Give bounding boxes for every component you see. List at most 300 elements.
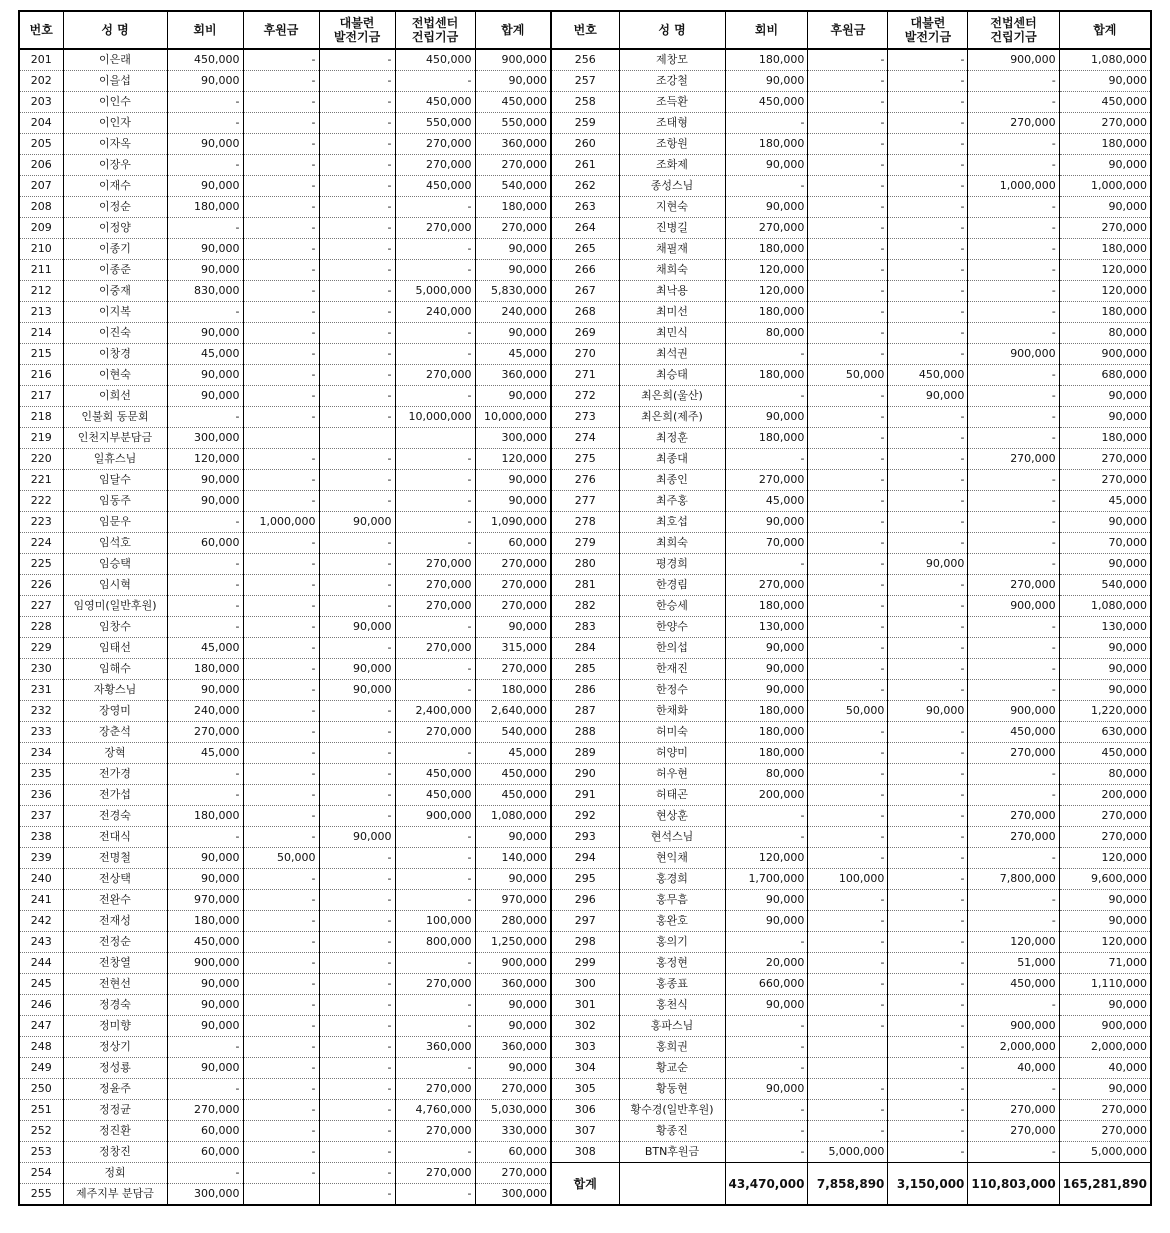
cell-total: 360,000 xyxy=(475,365,551,386)
cell-donation: - xyxy=(808,638,888,659)
cell-center-fund: - xyxy=(968,911,1059,932)
total-label: 합계 xyxy=(551,1163,619,1206)
cell-center-fund: 270,000 xyxy=(968,575,1059,596)
cell-total: 90,000 xyxy=(475,1016,551,1037)
cell-name: 이종기 xyxy=(63,239,167,260)
cell-name: 조강철 xyxy=(619,71,725,92)
cell-number: 279 xyxy=(551,533,619,554)
cell-number: 281 xyxy=(551,575,619,596)
cell-dues: 45,000 xyxy=(167,344,243,365)
table-row xyxy=(19,323,1151,344)
cell-center-fund: 450,000 xyxy=(968,722,1059,743)
cell-total: 90,000 xyxy=(1059,554,1151,575)
cell-donation: - xyxy=(808,449,888,470)
cell-center-fund: - xyxy=(968,134,1059,155)
cell-name: 허태곤 xyxy=(619,785,725,806)
cell-donation: - xyxy=(808,680,888,701)
cell-donation: - xyxy=(808,533,888,554)
cell-total: 2,640,000 xyxy=(475,701,551,722)
cell-dues: 660,000 xyxy=(725,974,808,995)
cell-number: 264 xyxy=(551,218,619,239)
cell-donation: - xyxy=(808,1079,888,1100)
cell-dev-fund: - xyxy=(888,743,968,764)
table-row xyxy=(19,92,1151,113)
cell-total: 130,000 xyxy=(1059,617,1151,638)
table-row xyxy=(19,911,1151,932)
cell-donation: - xyxy=(243,323,319,344)
cell-number: 222 xyxy=(19,491,63,512)
cell-donation: - xyxy=(808,512,888,533)
cell-dues: 45,000 xyxy=(167,638,243,659)
cell-name: 황수경(일반후원) xyxy=(619,1100,725,1121)
cell-number: 267 xyxy=(551,281,619,302)
cell-center-fund: - xyxy=(395,1058,475,1079)
cell-donation: - xyxy=(243,911,319,932)
cell-center-fund: 5,000,000 xyxy=(395,281,475,302)
cell-total: 5,030,000 xyxy=(475,1100,551,1121)
cell-number: 266 xyxy=(551,260,619,281)
cell-dev-fund: - xyxy=(319,491,395,512)
table-row xyxy=(19,596,1151,617)
cell-number: 301 xyxy=(551,995,619,1016)
cell-dev-fund: - xyxy=(319,449,395,470)
cell-donation: - xyxy=(243,764,319,785)
cell-donation: - xyxy=(808,281,888,302)
cell-total: 90,000 xyxy=(1059,659,1151,680)
cell-number: 302 xyxy=(551,1016,619,1037)
cell-dev-fund: - xyxy=(319,1163,395,1184)
cell-name: 최낙용 xyxy=(619,281,725,302)
cell-center-fund: 40,000 xyxy=(968,1058,1059,1079)
cell-dev-fund: - xyxy=(888,302,968,323)
cell-donation: - xyxy=(243,449,319,470)
cell-center-fund: - xyxy=(968,155,1059,176)
table-row xyxy=(19,869,1151,890)
cell-name: 임태선 xyxy=(63,638,167,659)
cell-dev-fund: - xyxy=(319,1121,395,1142)
cell-dev-fund: - xyxy=(319,218,395,239)
cell-center-fund: 10,000,000 xyxy=(395,407,475,428)
table-row xyxy=(19,302,1151,323)
cell-number: 268 xyxy=(551,302,619,323)
cell-dev-fund: 90,000 xyxy=(319,680,395,701)
cell-center-fund: 7,800,000 xyxy=(968,869,1059,890)
cell-dev-fund: - xyxy=(888,1037,968,1058)
cell-dues: 120,000 xyxy=(167,449,243,470)
table-row xyxy=(19,1079,1151,1100)
cell-total: 120,000 xyxy=(1059,260,1151,281)
cell-number: 245 xyxy=(19,974,63,995)
cell-donation: - xyxy=(243,701,319,722)
table-row xyxy=(19,1121,1151,1142)
cell-dues: 1,700,000 xyxy=(725,869,808,890)
cell-number: 235 xyxy=(19,764,63,785)
cell-donation: - xyxy=(808,806,888,827)
cell-name: BTN후원금 xyxy=(619,1142,725,1163)
cell-dev-fund: - xyxy=(319,113,395,134)
cell-total: 200,000 xyxy=(1059,785,1151,806)
cell-dev-fund: - xyxy=(888,869,968,890)
cell-total: 90,000 xyxy=(475,827,551,848)
table-row xyxy=(19,617,1151,638)
cell-center-fund: - xyxy=(968,890,1059,911)
cell-center-fund: 270,000 xyxy=(395,1079,475,1100)
cell-center-fund: - xyxy=(968,1142,1059,1163)
cell-dues: - xyxy=(725,1100,808,1121)
cell-total: 450,000 xyxy=(475,764,551,785)
cell-dev-fund: 450,000 xyxy=(888,365,968,386)
cell-center-fund: 270,000 xyxy=(968,1121,1059,1142)
cell-name: 정회 xyxy=(63,1163,167,1184)
cell-name: 최은희(제주) xyxy=(619,407,725,428)
table-row xyxy=(19,71,1151,92)
cell-donation: - xyxy=(808,1100,888,1121)
cell-name: 종성스님 xyxy=(619,176,725,197)
cell-donation: - xyxy=(243,554,319,575)
cell-total: 90,000 xyxy=(475,491,551,512)
cell-donation: - xyxy=(808,71,888,92)
cell-dues: 45,000 xyxy=(725,491,808,512)
cell-donation: - xyxy=(243,680,319,701)
cell-name: 이종준 xyxy=(63,260,167,281)
total-value: 7,858,890 xyxy=(808,1163,888,1206)
cell-name: 전재성 xyxy=(63,911,167,932)
cell-number: 246 xyxy=(19,995,63,1016)
cell-total: 90,000 xyxy=(1059,197,1151,218)
cell-center-fund: - xyxy=(968,71,1059,92)
cell-number: 218 xyxy=(19,407,63,428)
table-row xyxy=(19,386,1151,407)
cell-center-fund: - xyxy=(395,512,475,533)
cell-dev-fund: - xyxy=(319,995,395,1016)
cell-center-fund: 270,000 xyxy=(968,806,1059,827)
cell-dues: 180,000 xyxy=(725,302,808,323)
cell-dev-fund: - xyxy=(888,806,968,827)
cell-total: 90,000 xyxy=(1059,1079,1151,1100)
cell-dev-fund: - xyxy=(319,743,395,764)
cell-donation: - xyxy=(808,995,888,1016)
cell-donation: - xyxy=(243,1079,319,1100)
cell-donation: - xyxy=(243,995,319,1016)
cell-dues: 90,000 xyxy=(167,71,243,92)
cell-dev-fund: - xyxy=(888,911,968,932)
cell-center-fund: - xyxy=(968,785,1059,806)
cell-donation: - xyxy=(243,197,319,218)
cell-number: 300 xyxy=(551,974,619,995)
cell-dues: 270,000 xyxy=(725,470,808,491)
cell-dues: 970,000 xyxy=(167,890,243,911)
cell-donation: - xyxy=(243,344,319,365)
cell-number: 216 xyxy=(19,365,63,386)
cell-name: 임승택 xyxy=(63,554,167,575)
cell-number: 299 xyxy=(551,953,619,974)
cell-dev-fund: - xyxy=(888,92,968,113)
cell-name: 홍종표 xyxy=(619,974,725,995)
cell-name: 최호섭 xyxy=(619,512,725,533)
cell-name: 최종대 xyxy=(619,449,725,470)
cell-donation: - xyxy=(808,134,888,155)
cell-dues: - xyxy=(725,449,808,470)
cell-total: 90,000 xyxy=(1059,680,1151,701)
cell-donation: - xyxy=(808,974,888,995)
cell-dev-fund: - xyxy=(319,344,395,365)
cell-dues: 180,000 xyxy=(725,239,808,260)
cell-number: 263 xyxy=(551,197,619,218)
table-row xyxy=(19,344,1151,365)
cell-dues: 60,000 xyxy=(167,1121,243,1142)
cell-total: 40,000 xyxy=(1059,1058,1151,1079)
cell-name: 최승태 xyxy=(619,365,725,386)
cell-dues: 270,000 xyxy=(725,218,808,239)
cell-dues: 180,000 xyxy=(725,365,808,386)
cell-total: 270,000 xyxy=(475,155,551,176)
cell-total: 90,000 xyxy=(1059,155,1151,176)
cell-center-fund: - xyxy=(395,995,475,1016)
cell-number: 295 xyxy=(551,869,619,890)
cell-center-fund: 270,000 xyxy=(395,1163,475,1184)
cell-name: 현상훈 xyxy=(619,806,725,827)
cell-number: 205 xyxy=(19,134,63,155)
cell-dues: 90,000 xyxy=(725,659,808,680)
cell-dues: 450,000 xyxy=(167,932,243,953)
cell-dev-fund: - xyxy=(319,806,395,827)
cell-dues: - xyxy=(725,554,808,575)
cell-dev-fund: - xyxy=(888,1079,968,1100)
cell-name: 허양미 xyxy=(619,743,725,764)
cell-total: 450,000 xyxy=(1059,92,1151,113)
cell-donation: - xyxy=(808,386,888,407)
cell-name: 정윤주 xyxy=(63,1079,167,1100)
cell-dues: 180,000 xyxy=(167,911,243,932)
cell-dev-fund: - xyxy=(888,1121,968,1142)
cell-total: 1,080,000 xyxy=(475,806,551,827)
cell-donation: 5,000,000 xyxy=(808,1142,888,1163)
cell-dev-fund: - xyxy=(888,49,968,71)
cell-total: 270,000 xyxy=(475,218,551,239)
cell-center-fund: 900,000 xyxy=(968,344,1059,365)
cell-number: 228 xyxy=(19,617,63,638)
cell-number: 206 xyxy=(19,155,63,176)
cell-dev-fund: - xyxy=(888,848,968,869)
cell-center-fund: 270,000 xyxy=(395,575,475,596)
cell-dev-fund: - xyxy=(319,722,395,743)
cell-name: 홍무흠 xyxy=(619,890,725,911)
cell-dev-fund: - xyxy=(319,134,395,155)
cell-dues: 90,000 xyxy=(167,1058,243,1079)
cell-donation: - xyxy=(808,827,888,848)
cell-number: 260 xyxy=(551,134,619,155)
cell-center-fund: - xyxy=(395,1142,475,1163)
table-row xyxy=(19,932,1151,953)
cell-total: 1,080,000 xyxy=(1059,49,1151,71)
cell-dev-fund xyxy=(319,428,395,449)
cell-donation: - xyxy=(808,722,888,743)
cell-number: 253 xyxy=(19,1142,63,1163)
cell-center-fund: - xyxy=(395,71,475,92)
cell-donation: - xyxy=(243,71,319,92)
cell-donation: - xyxy=(243,827,319,848)
cell-center-fund: - xyxy=(395,890,475,911)
cell-name: 최은희(울산) xyxy=(619,386,725,407)
cell-number: 244 xyxy=(19,953,63,974)
cell-donation: - xyxy=(808,239,888,260)
header-center-fund: 전법센터 건립기금 xyxy=(395,11,475,49)
ledger xyxy=(18,10,1152,1206)
cell-dev-fund: - xyxy=(319,890,395,911)
cell-donation: - xyxy=(808,596,888,617)
cell-center-fund: 450,000 xyxy=(968,974,1059,995)
cell-number: 250 xyxy=(19,1079,63,1100)
cell-donation: - xyxy=(243,260,319,281)
cell-center-fund: - xyxy=(968,533,1059,554)
cell-dues: - xyxy=(725,932,808,953)
cell-dues: 830,000 xyxy=(167,281,243,302)
cell-total: 360,000 xyxy=(475,1037,551,1058)
cell-dues: 90,000 xyxy=(725,71,808,92)
cell-dues: - xyxy=(725,113,808,134)
cell-dues: 70,000 xyxy=(725,533,808,554)
cell-total: 180,000 xyxy=(1059,302,1151,323)
cell-center-fund: 120,000 xyxy=(968,932,1059,953)
cell-dues: 90,000 xyxy=(725,890,808,911)
cell-donation: - xyxy=(808,218,888,239)
cell-total: 900,000 xyxy=(475,49,551,71)
cell-dues: 90,000 xyxy=(725,1079,808,1100)
cell-number: 259 xyxy=(551,113,619,134)
cell-center-fund: 240,000 xyxy=(395,302,475,323)
cell-dev-fund: - xyxy=(888,617,968,638)
cell-dev-fund: - xyxy=(888,281,968,302)
cell-dues: - xyxy=(725,1142,808,1163)
cell-number: 255 xyxy=(19,1184,63,1206)
cell-total: 10,000,000 xyxy=(475,407,551,428)
cell-donation: - xyxy=(243,1142,319,1163)
cell-center-fund: 450,000 xyxy=(395,764,475,785)
cell-dev-fund: - xyxy=(888,1100,968,1121)
cell-number: 270 xyxy=(551,344,619,365)
cell-dev-fund: - xyxy=(888,932,968,953)
cell-dev-fund: - xyxy=(888,407,968,428)
cell-donation: - xyxy=(808,617,888,638)
cell-dev-fund: - xyxy=(319,260,395,281)
cell-number: 248 xyxy=(19,1037,63,1058)
cell-name: 장혁 xyxy=(63,743,167,764)
cell-name: 전대식 xyxy=(63,827,167,848)
cell-dues: 300,000 xyxy=(167,1184,243,1206)
cell-dues: - xyxy=(167,785,243,806)
cell-dev-fund: - xyxy=(888,659,968,680)
cell-name: 홍천식 xyxy=(619,995,725,1016)
cell-total: 90,000 xyxy=(475,323,551,344)
cell-total: 80,000 xyxy=(1059,323,1151,344)
cell-dev-fund: - xyxy=(319,302,395,323)
cell-donation: 50,000 xyxy=(808,365,888,386)
cell-donation: - xyxy=(243,176,319,197)
cell-dev-fund: - xyxy=(319,1142,395,1163)
table-row xyxy=(19,1163,1151,1184)
table-row xyxy=(19,449,1151,470)
total-value: 3,150,000 xyxy=(888,1163,968,1206)
cell-center-fund: 270,000 xyxy=(395,638,475,659)
cell-total: 270,000 xyxy=(1059,1100,1151,1121)
header-center-fund: 전법센터 건립기금 xyxy=(968,11,1059,49)
table-row xyxy=(19,260,1151,281)
cell-dev-fund: - xyxy=(888,827,968,848)
table-row xyxy=(19,1016,1151,1037)
cell-center-fund: - xyxy=(968,470,1059,491)
cell-number: 232 xyxy=(19,701,63,722)
cell-name: 장영미 xyxy=(63,701,167,722)
cell-dev-fund: - xyxy=(319,407,395,428)
cell-center-fund: 270,000 xyxy=(968,827,1059,848)
cell-dues: 60,000 xyxy=(167,533,243,554)
cell-name: 이을섭 xyxy=(63,71,167,92)
cell-total: 60,000 xyxy=(475,1142,551,1163)
cell-center-fund: - xyxy=(395,848,475,869)
cell-dues: 90,000 xyxy=(725,911,808,932)
cell-number: 294 xyxy=(551,848,619,869)
cell-number: 288 xyxy=(551,722,619,743)
cell-total: 90,000 xyxy=(475,260,551,281)
cell-dev-fund: - xyxy=(888,449,968,470)
cell-total: 900,000 xyxy=(475,953,551,974)
cell-center-fund: - xyxy=(395,260,475,281)
cell-center-fund: 270,000 xyxy=(968,1100,1059,1121)
cell-total: 180,000 xyxy=(475,680,551,701)
cell-number: 217 xyxy=(19,386,63,407)
cell-name: 황교순 xyxy=(619,1058,725,1079)
cell-donation: - xyxy=(243,1100,319,1121)
cell-dev-fund: - xyxy=(319,596,395,617)
cell-number: 208 xyxy=(19,197,63,218)
cell-name: 조항원 xyxy=(619,134,725,155)
cell-donation: - xyxy=(808,176,888,197)
cell-donation: - xyxy=(808,953,888,974)
cell-center-fund: - xyxy=(395,743,475,764)
cell-number: 238 xyxy=(19,827,63,848)
cell-dues: 90,000 xyxy=(167,491,243,512)
cell-donation: - xyxy=(243,785,319,806)
cell-name: 이인수 xyxy=(63,92,167,113)
table-row xyxy=(19,407,1151,428)
cell-number: 207 xyxy=(19,176,63,197)
cell-dev-fund: - xyxy=(888,176,968,197)
cell-total: 5,000,000 xyxy=(1059,1142,1151,1163)
cell-dev-fund: - xyxy=(319,49,395,71)
cell-number: 231 xyxy=(19,680,63,701)
cell-total: 270,000 xyxy=(1059,827,1151,848)
cell-name: 전명철 xyxy=(63,848,167,869)
cell-donation: - xyxy=(808,491,888,512)
cell-number: 247 xyxy=(19,1016,63,1037)
cell-number: 303 xyxy=(551,1037,619,1058)
cell-donation: - xyxy=(243,806,319,827)
cell-dev-fund: - xyxy=(888,71,968,92)
cell-dues: 90,000 xyxy=(167,995,243,1016)
cell-center-fund: - xyxy=(395,533,475,554)
cell-dues: - xyxy=(725,344,808,365)
cell-name: 황종진 xyxy=(619,1121,725,1142)
cell-donation: - xyxy=(808,785,888,806)
cell-donation: - xyxy=(243,365,319,386)
table-row xyxy=(19,365,1151,386)
cell-donation: - xyxy=(808,764,888,785)
cell-dev-fund: 90,000 xyxy=(319,659,395,680)
cell-total: 270,000 xyxy=(1059,113,1151,134)
cell-total: 1,080,000 xyxy=(1059,596,1151,617)
cell-dev-fund: - xyxy=(888,638,968,659)
cell-total: 90,000 xyxy=(475,869,551,890)
